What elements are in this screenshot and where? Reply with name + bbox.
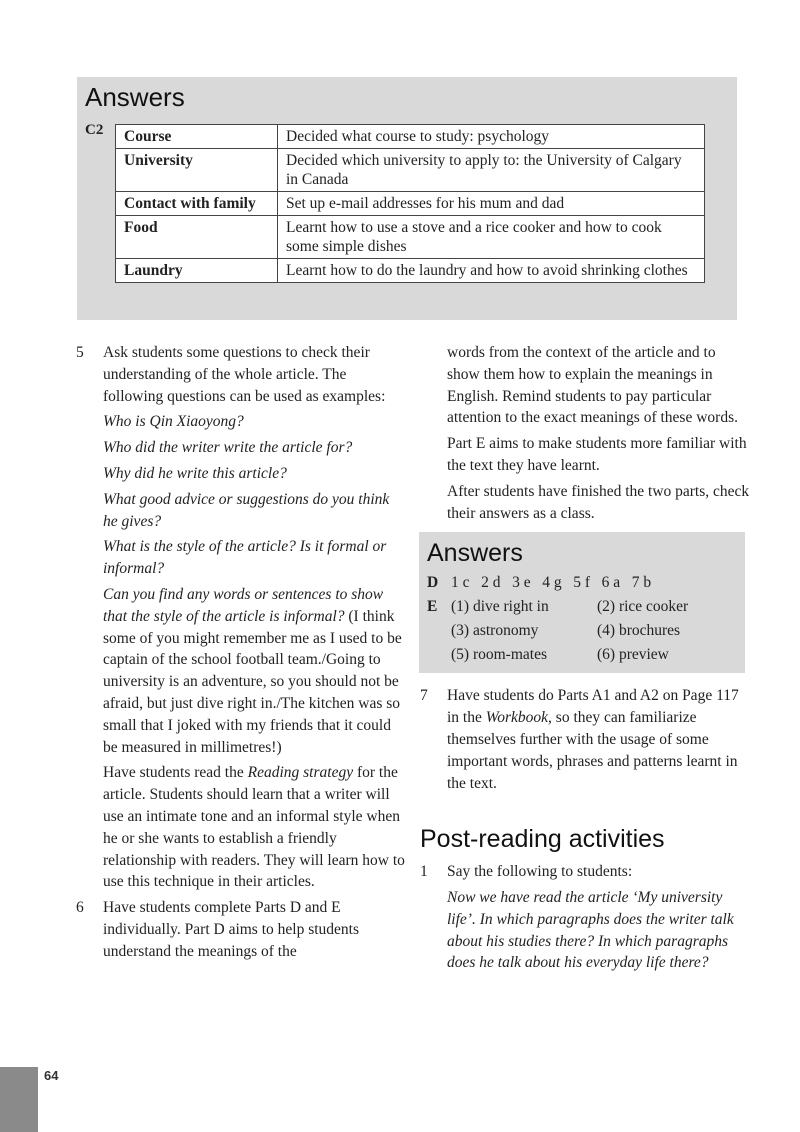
item-number: 7	[420, 687, 428, 705]
row-key: Course	[116, 125, 278, 149]
e-answer: (1) dive right in	[451, 598, 549, 616]
answers-heading: Answers	[85, 82, 185, 112]
e-answer: (6) preview	[597, 646, 669, 664]
item-number: 1	[420, 863, 428, 881]
item-7-text-b: , so they can familiarize themselves further with the usage of some important words, phrases and patterns learnt in the text.	[447, 709, 738, 792]
answers-box-de	[419, 532, 745, 673]
table-row	[116, 149, 705, 192]
e-answer: (4) brochures	[597, 622, 681, 640]
answers-grid	[427, 571, 745, 667]
answers-table	[115, 124, 705, 283]
table-row	[116, 259, 705, 283]
item-number: 6	[76, 899, 84, 917]
row-value: Set up e-mail addresses for his mum and dad	[278, 192, 705, 216]
table-row	[116, 192, 705, 216]
row-key: Contact with family	[116, 192, 278, 216]
answers-row-e3	[427, 643, 745, 667]
answers-row-d	[427, 571, 745, 595]
question-1: Who is Qin Xiaoyong?	[103, 413, 244, 431]
page-corner-bar	[0, 1067, 38, 1132]
strategy-text-a: Have students read the	[103, 764, 248, 782]
item-7-text-a: Have students do Parts A1 and A2 on Page 117 in the	[447, 687, 739, 727]
row-value: Decided what course to study: psychology	[278, 125, 705, 149]
question-6-examples: (I think some of you might remember me as I used to be captain of the school football team./Going to university is an adventure, so you should not be afraid, but just dive right in./The kitchen was so small that I joked with my friends that it could be measured in millimetres!)	[103, 607, 402, 756]
question-5: What is the style of the article? Is it formal or informal?	[103, 538, 387, 578]
table-row	[116, 125, 705, 149]
workbook-title: Workbook	[485, 709, 549, 727]
e-answer: (2) rice cooker	[597, 598, 689, 616]
section-heading-post-reading: Post-reading activities	[420, 825, 665, 854]
e-answer: (5) room-mates	[451, 646, 547, 664]
page-number: 64	[44, 1068, 59, 1083]
item-5-intro: Ask students some questions to check their understanding of the whole article. The following questions can be used as examples:	[103, 344, 386, 405]
post-item-1-text: Say the following to students:	[447, 863, 633, 881]
answers-row-e2	[427, 619, 745, 643]
part-e-text: Part E aims to make students more familiar with the text they have learnt.	[447, 435, 747, 474]
e-answer: (3) astronomy	[451, 622, 539, 640]
row-key: Food	[116, 216, 278, 259]
table-row	[116, 216, 705, 259]
continued-text: words from the context of the article and to show them how to explain the meanings in English. Remind students to pay particular attention to the exact meanings of these words.	[447, 344, 738, 427]
strategy-title: Reading strategy	[247, 764, 354, 782]
item-number: 5	[76, 344, 84, 361]
label-d: D	[427, 574, 439, 592]
row-value: Learnt how to do the laundry and how to avoid shrinking clothes	[278, 259, 705, 283]
list-item-6	[76, 897, 406, 962]
label-e: E	[427, 598, 438, 616]
right-column	[420, 342, 750, 978]
row-key: University	[116, 149, 278, 192]
strategy-text-b: for the article. Students should learn that a writer will use an intimate tone and an informal style when he or she wants to establish a friendly relationship with readers. They will learn how to use this technique in their articles.	[103, 764, 405, 891]
item-6-continued	[420, 342, 750, 524]
answers-box-c2	[77, 77, 737, 320]
list-item-7	[420, 685, 750, 794]
question-3: Why did he write this article?	[103, 464, 287, 482]
after-text: After students have finished the two parts, check their answers as a class.	[447, 482, 750, 522]
row-value: Learnt how to use a stove and a rice cooker and how to cook some simple dishes	[278, 216, 705, 259]
answers-row-e1	[427, 595, 745, 619]
section-label-c2: C2	[85, 122, 104, 138]
left-column	[76, 342, 406, 967]
reading-strategy-paragraph	[103, 762, 406, 893]
item-6-text: Have students complete Parts D and E individually. Part D aims to help students understand the meanings of the	[103, 899, 360, 960]
question-4: What good advice or suggestions do you think he gives?	[103, 490, 390, 530]
item-7-text	[447, 685, 750, 794]
question-2: Who did the writer write the article for?	[103, 439, 353, 457]
row-key: Laundry	[116, 259, 278, 283]
list-item-5	[76, 342, 406, 893]
post-list-item-1	[420, 861, 750, 974]
answers-heading: Answers	[427, 539, 523, 568]
question-6	[103, 584, 406, 758]
d-answers: 1 c 2 d 3 e 4 g 5 f 6 a 7 b	[451, 574, 652, 592]
row-value: Decided which university to apply to: the University of Calgary in Canada	[278, 149, 705, 192]
question-6-text: Can you find any words or sentences to show that the style of the article is informal?	[103, 585, 384, 625]
post-item-1-quote: Now we have read the article ‘My university life’. In which paragraphs does the writer talk about his studies there? In which paragraphs does he talk about his everyday life there?	[447, 888, 734, 972]
